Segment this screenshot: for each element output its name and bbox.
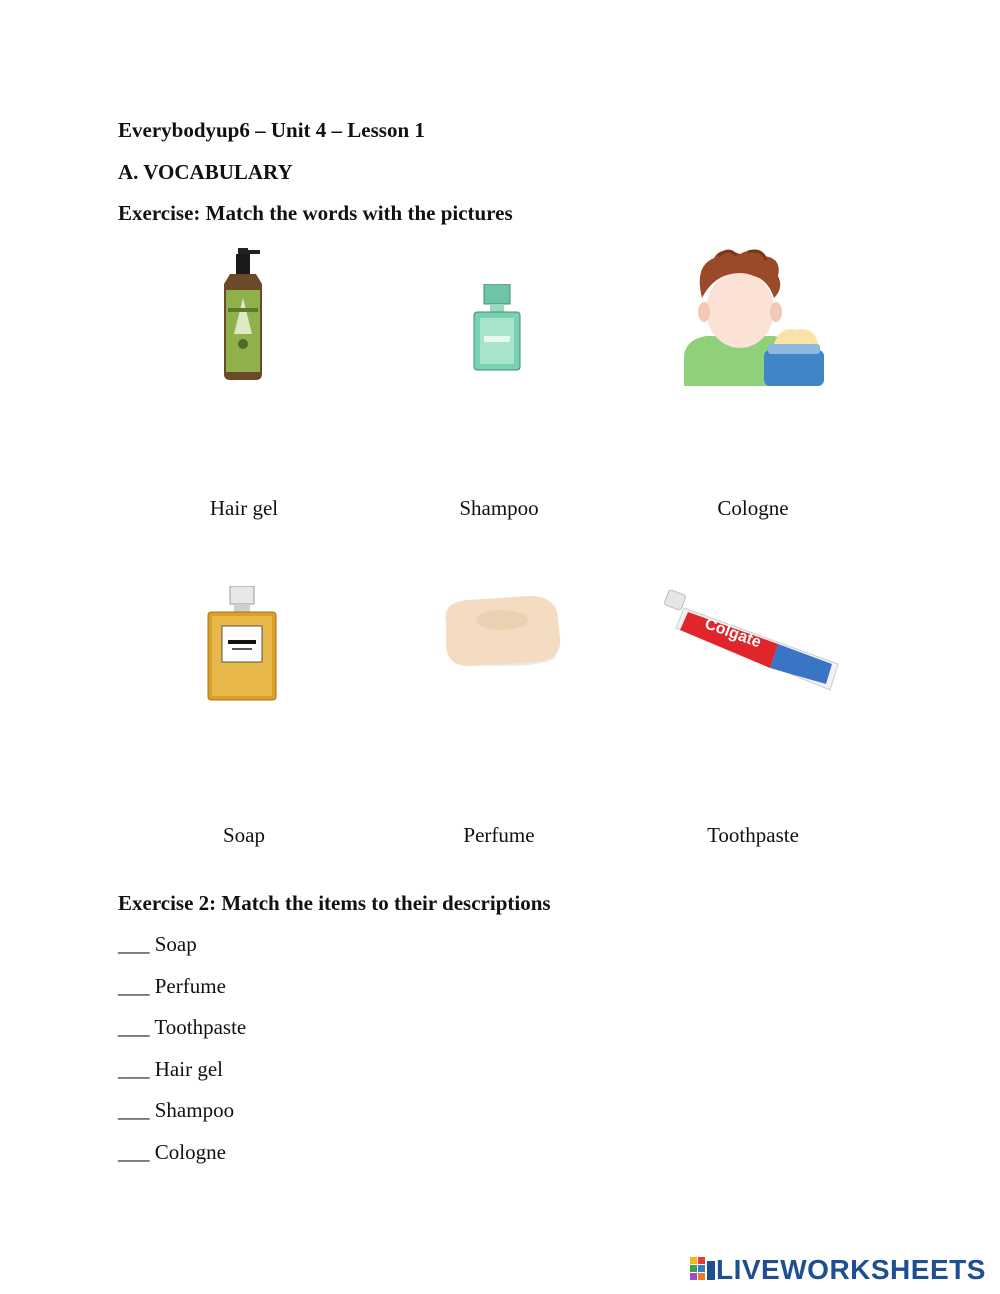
- answer-blank[interactable]: ___: [118, 974, 150, 998]
- match-item-toothpaste: [118, 1015, 246, 1040]
- liveworksheets-logo[interactable]: [690, 1254, 986, 1286]
- match-item-shampoo: [118, 1098, 234, 1123]
- word-cologne: Cologne: [717, 496, 789, 520]
- chanel-perfume-icon: [204, 586, 280, 707]
- answer-blank[interactable]: ___: [118, 1057, 150, 1081]
- perfume-bottle-green-icon: [470, 284, 526, 377]
- word-perfume: Perfume: [463, 823, 535, 847]
- item-label: Shampoo: [154, 1098, 235, 1122]
- soap-bar-icon: [438, 594, 564, 675]
- toothpaste-tube-icon: [662, 586, 856, 699]
- exercise2-heading: Exercise 2: Match the items to their descriptions: [118, 891, 551, 915]
- shampoo-bottle-icon: [218, 248, 274, 387]
- answer-blank[interactable]: ___: [118, 1098, 150, 1122]
- item-label: Toothpaste: [154, 1015, 247, 1039]
- word-shampoo: Shampoo: [459, 496, 539, 520]
- item-label: Cologne: [154, 1140, 226, 1164]
- page-title: Everybodyup6 – Unit 4 – Lesson 1: [118, 118, 425, 142]
- svg-text:Colgate: Colgate: [702, 615, 764, 652]
- item-label: Hair gel: [154, 1057, 223, 1081]
- man-with-hair-gel-icon: [684, 246, 826, 391]
- item-label: Soap: [154, 932, 197, 956]
- item-label: Perfume: [154, 974, 226, 998]
- answer-blank[interactable]: ___: [118, 932, 150, 956]
- liveworksheets-logo-icon: [690, 1257, 716, 1283]
- word-soap: Soap: [223, 823, 265, 847]
- match-item-soap: [118, 932, 197, 957]
- match-item-hair-gel: [118, 1057, 223, 1082]
- section-heading: A. VOCABULARY: [118, 160, 293, 184]
- exercise1-heading: Exercise: Match the words with the pictures: [118, 201, 513, 225]
- answer-blank[interactable]: ___: [118, 1140, 150, 1164]
- liveworksheets-brand: LIVEWORKSHEETS: [716, 1254, 986, 1285]
- match-item-perfume: [118, 974, 226, 999]
- word-hair-gel: Hair gel: [209, 496, 279, 520]
- answer-blank[interactable]: ___: [118, 1015, 150, 1039]
- word-toothpaste: Toothpaste: [707, 823, 799, 847]
- match-item-cologne: [118, 1140, 226, 1165]
